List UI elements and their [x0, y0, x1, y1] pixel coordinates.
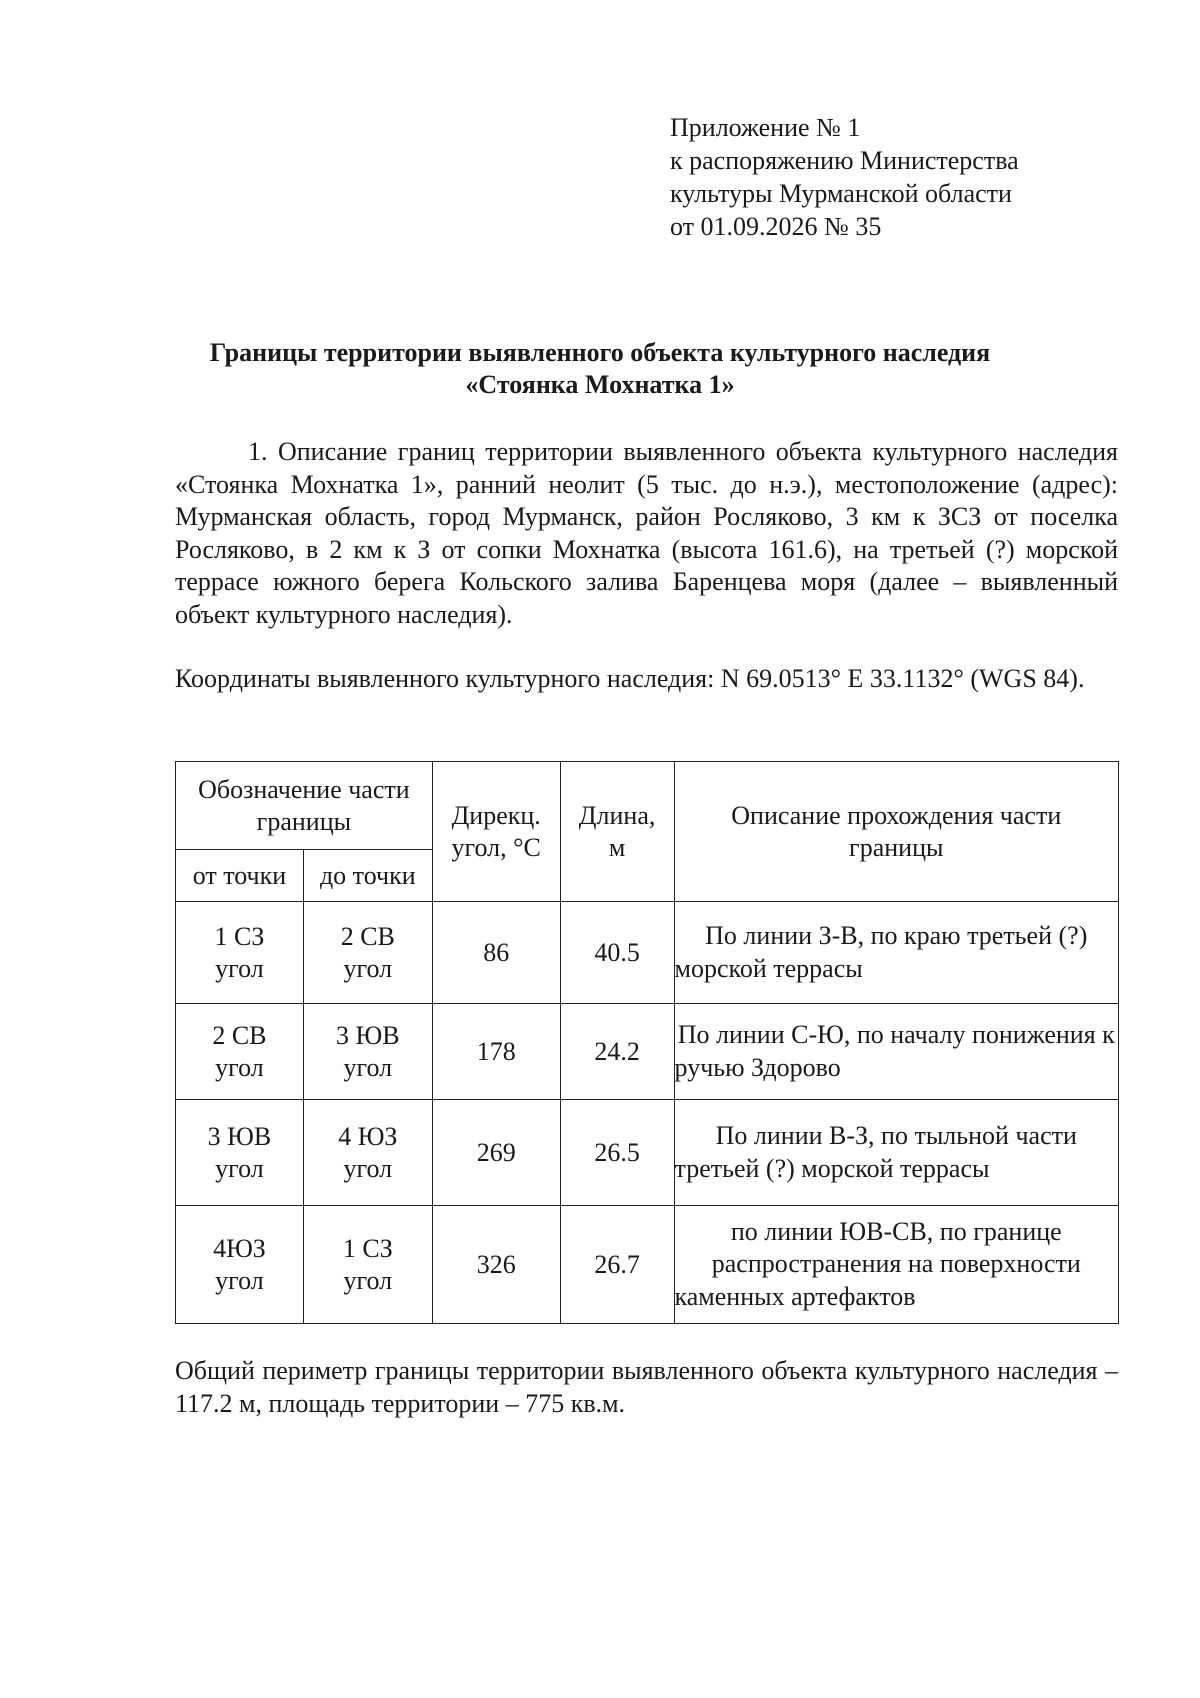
- cell-angle: 326: [432, 1206, 560, 1324]
- to-point-label: 4 ЮЗ: [338, 1121, 398, 1151]
- boundary-table: [175, 761, 1119, 1324]
- header-designation: Обозначение части границы: [176, 762, 433, 850]
- cell-from-point: [176, 1004, 304, 1100]
- cell-angle: 178: [432, 1004, 560, 1100]
- cell-to-point: [303, 1206, 432, 1324]
- header-length-line-2: м: [608, 832, 626, 862]
- cell-length: 26.5: [560, 1100, 674, 1206]
- to-point-label: 1 СЗ: [342, 1233, 393, 1263]
- table-row: [176, 1206, 1119, 1324]
- appendix-line-3: культуры Мурманской области: [670, 179, 1012, 208]
- from-point-label: 2 СВ: [212, 1020, 267, 1050]
- appendix-line-4: от 01.09.2026 № 35: [670, 212, 882, 241]
- cell-description: По линии В-З, по тыльной части третьей (?) морской террасы: [674, 1100, 1118, 1206]
- header-angle: [432, 762, 560, 902]
- table-row: [176, 1100, 1119, 1206]
- cell-from-point: [176, 902, 304, 1004]
- from-point-label: 1 СЗ: [214, 921, 265, 951]
- cell-length: 26.7: [560, 1206, 674, 1324]
- cell-angle: 86: [432, 902, 560, 1004]
- cell-length: 40.5: [560, 902, 674, 1004]
- from-point-label: 4ЮЗ: [213, 1233, 266, 1263]
- header-length: [560, 762, 674, 902]
- to-point-sub: угол: [343, 1153, 393, 1183]
- cell-to-point: [303, 1004, 432, 1100]
- cell-to-point: [303, 902, 432, 1004]
- table-row: [176, 1004, 1119, 1100]
- table-row: [176, 902, 1119, 1004]
- from-point-sub: угол: [215, 1265, 264, 1295]
- appendix-line-2: к распоряжению Министерства: [670, 146, 1019, 175]
- to-point-sub: угол: [343, 1052, 393, 1082]
- from-point-sub: угол: [215, 1052, 264, 1082]
- table-header-row: [176, 762, 1119, 850]
- to-point-sub: угол: [343, 953, 393, 983]
- title-line-2: «Стоянка Мохнатка 1»: [465, 370, 735, 399]
- header-angle-line-1: Дирекц.: [451, 800, 541, 830]
- cell-length: 24.2: [560, 1004, 674, 1100]
- to-point-sub: угол: [343, 1265, 393, 1295]
- to-point-label: 3 ЮВ: [336, 1020, 400, 1050]
- coordinates-paragraph: Координаты выявленного культурного наследия: N 69.0513° E 33.1132° (WGS 84).: [175, 664, 1085, 693]
- to-point-label: 2 СВ: [340, 921, 395, 951]
- header-angle-line-2: угол, °С: [451, 832, 541, 862]
- document-title: [120, 337, 1080, 401]
- appendix-header: [670, 111, 1019, 243]
- cell-from-point: [176, 1206, 304, 1324]
- cell-to-point: [303, 1100, 432, 1206]
- appendix-line-1: Приложение № 1: [670, 113, 861, 142]
- header-description: Описание прохождения части границы: [674, 762, 1118, 902]
- header-from-point: от точки: [176, 850, 304, 902]
- cell-angle: 269: [432, 1100, 560, 1206]
- header-length-line-1: Длина,: [578, 800, 656, 830]
- cell-from-point: [176, 1100, 304, 1206]
- perimeter-summary-paragraph: Общий периметр границы территории выявленного объекта культурного наследия – 117.2 м, площадь территории – 775 кв.м.: [175, 1356, 1118, 1418]
- boundary-description-paragraph: 1. Описание границ территории выявленного объекта культурного наследия «Стоянка Мохнатка 1», ранний неолит (5 тыс. до н.э.), местоположение (адрес): Мурманская область, город Мурманск, район Росляково, 3 км к ЗСЗ от поселка Росляково, в 2 км к З от сопки Мохнатка (высота 161.6), на третьей (?) морской террасе южного берега Кольского залива Баренцева моря (далее – выявленный объект культурного наследия).: [175, 437, 1118, 629]
- from-point-sub: угол: [215, 953, 264, 983]
- cell-description: По линии З-В, по краю третьей (?) морской террасы: [674, 902, 1118, 1004]
- from-point-sub: угол: [215, 1153, 264, 1183]
- cell-description: по линии ЮВ-СВ, по границе распространения на поверхности каменных артефактов: [674, 1206, 1118, 1324]
- from-point-label: 3 ЮВ: [207, 1121, 272, 1151]
- header-to-point: до точки: [303, 850, 432, 902]
- cell-description: По линии С-Ю, по началу понижения к ручью Здорово: [674, 1004, 1118, 1100]
- title-line-1: Границы территории выявленного объекта культурного наследия: [209, 338, 991, 367]
